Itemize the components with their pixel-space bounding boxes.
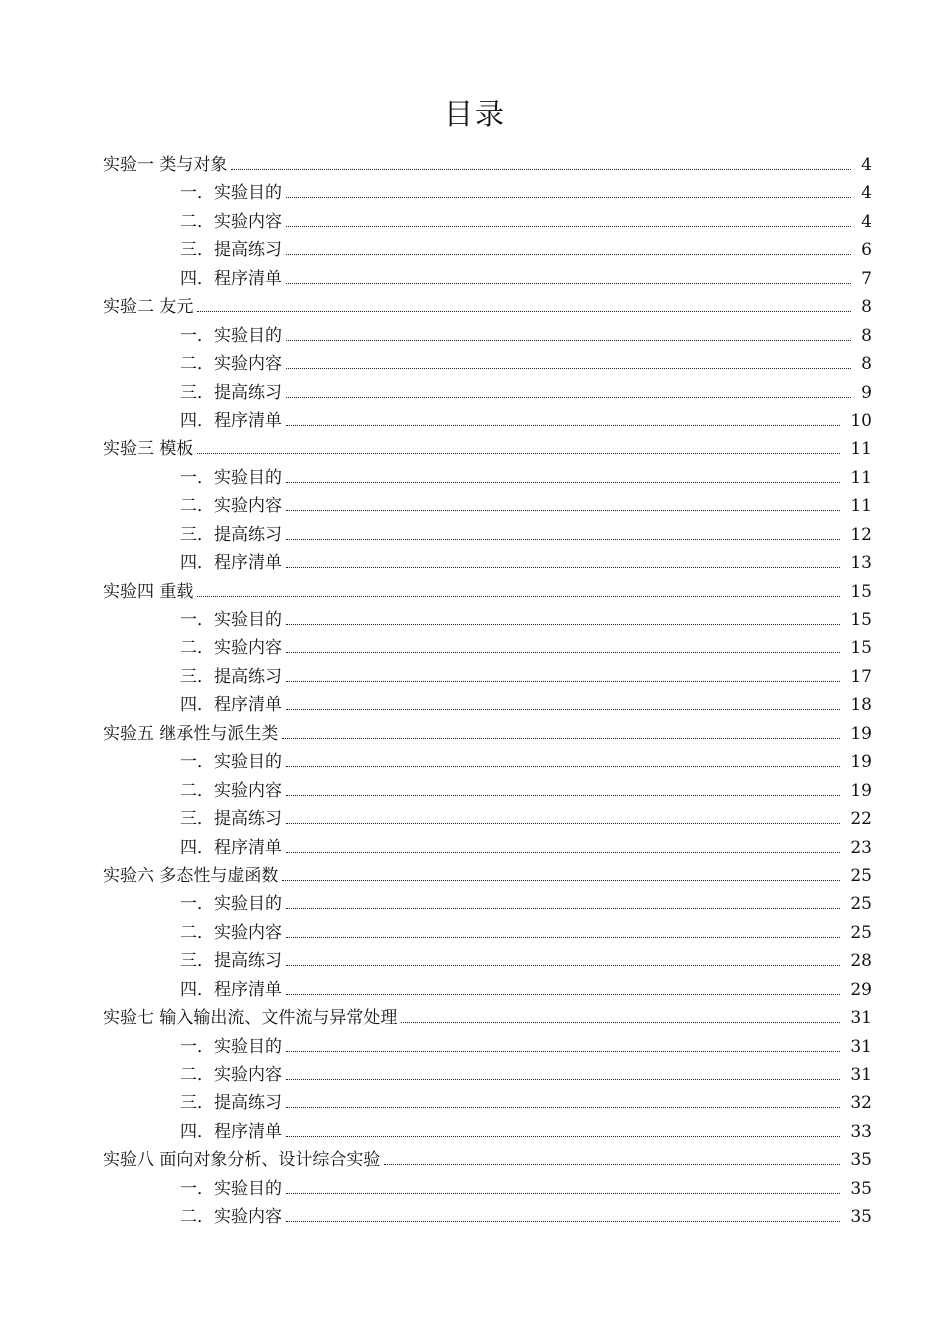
toc-chapter-entry[interactable] <box>0 578 950 606</box>
toc-section-entry[interactable] <box>0 663 950 691</box>
toc-entry-title: 四．程序清单 <box>180 553 282 574</box>
dot-leader <box>286 937 840 938</box>
dot-leader <box>286 368 851 369</box>
toc-entry-title: 二．实验内容 <box>180 496 282 517</box>
toc-page-number: 8 <box>861 297 872 318</box>
toc-chapter-entry[interactable] <box>0 1004 950 1032</box>
toc-entry-title: 四．程序清单 <box>180 1121 282 1142</box>
toc-page-number: 8 <box>861 354 872 375</box>
toc-entry-title: 二．实验内容 <box>180 1065 282 1085</box>
toc-section-entry[interactable] <box>0 549 950 577</box>
toc-section-entry[interactable] <box>0 834 950 862</box>
toc-chapter-entry[interactable] <box>0 720 950 748</box>
toc-page-number: 7 <box>861 268 872 289</box>
toc-section-entry[interactable] <box>0 1089 950 1117</box>
toc-entry-title: 一．实验目的 <box>180 610 282 630</box>
toc-section-entry[interactable] <box>0 1033 950 1061</box>
toc-entry-title: 实验六 多态性与虚函数 <box>103 865 279 886</box>
dot-leader <box>197 311 851 312</box>
toc-page-number: 17 <box>850 666 872 687</box>
toc-section-entry[interactable] <box>0 492 950 520</box>
toc-section-entry[interactable] <box>0 777 950 805</box>
toc-entry-title: 一．实验目的 <box>180 1178 282 1199</box>
dot-leader <box>286 652 840 653</box>
toc-page-number: 15 <box>850 581 872 602</box>
dot-leader <box>286 340 851 341</box>
toc-entry-title: 实验四 重载 <box>103 581 194 602</box>
dot-leader <box>286 852 840 853</box>
toc-page-number: 11 <box>850 439 872 460</box>
toc-page-number: 35 <box>850 1178 872 1199</box>
toc-entry-title: 二．实验内容 <box>180 922 282 943</box>
dot-leader <box>286 823 840 824</box>
toc-section-entry[interactable] <box>0 350 950 378</box>
toc-page-number: 15 <box>850 610 872 630</box>
dot-leader <box>401 1022 840 1023</box>
toc-page-number: 32 <box>850 1093 872 1114</box>
toc-chapter-entry[interactable] <box>0 151 950 179</box>
toc-page-number: 4 <box>861 183 872 204</box>
toc-page-number: 23 <box>850 837 872 858</box>
toc-section-entry[interactable] <box>0 976 950 1004</box>
dot-leader <box>286 567 840 568</box>
toc-section-entry[interactable] <box>0 464 950 492</box>
toc-chapter-entry[interactable] <box>0 293 950 321</box>
dot-leader <box>286 709 840 710</box>
toc-page-number: 8 <box>861 325 872 346</box>
toc-page-number: 31 <box>850 1036 872 1057</box>
toc-section-entry[interactable] <box>0 919 950 947</box>
toc-section-entry[interactable] <box>0 1118 950 1146</box>
dot-leader <box>286 510 840 511</box>
toc-entry-title: 实验七 输入输出流、文件流与异常处理 <box>103 1008 398 1029</box>
dot-leader <box>286 1079 840 1080</box>
toc-entry-title: 一．实验目的 <box>180 325 282 346</box>
toc-section-entry[interactable] <box>0 1061 950 1089</box>
toc-entry-title: 二．实验内容 <box>180 354 282 375</box>
toc-section-entry[interactable] <box>0 947 950 975</box>
dot-leader <box>286 795 840 796</box>
toc-page-number: 31 <box>850 1008 872 1029</box>
toc-entry-title: 四．程序清单 <box>180 268 282 289</box>
dot-leader <box>286 539 840 540</box>
toc-page-number: 19 <box>850 723 872 744</box>
toc-entry-title: 二．实验内容 <box>180 780 282 801</box>
toc-section-entry[interactable] <box>0 691 950 719</box>
dot-leader <box>286 1107 840 1108</box>
dot-leader <box>286 994 840 995</box>
toc-section-entry[interactable] <box>0 748 950 776</box>
dot-leader <box>282 738 840 739</box>
toc-page-number: 6 <box>861 240 872 261</box>
toc-page-number: 19 <box>850 780 872 801</box>
dot-leader <box>286 283 851 284</box>
toc-entry-title: 一．实验目的 <box>180 894 282 915</box>
toc-page-number: 11 <box>850 496 872 517</box>
toc-entry-title: 实验二 友元 <box>103 297 194 318</box>
toc-section-entry[interactable] <box>0 890 950 918</box>
toc-section-entry[interactable] <box>0 606 950 634</box>
dot-leader <box>286 397 851 398</box>
dot-leader <box>286 1221 840 1222</box>
dot-leader <box>286 681 840 682</box>
dot-leader <box>286 766 840 767</box>
toc-entry-title: 二．实验内容 <box>180 211 282 232</box>
toc-section-entry[interactable] <box>0 805 950 833</box>
toc-page-number: 15 <box>850 638 872 659</box>
dot-leader <box>286 1193 840 1194</box>
toc-entry-title: 四．程序清单 <box>180 979 282 1000</box>
toc-entry-title: 一．实验目的 <box>180 1036 282 1057</box>
toc-page-number: 19 <box>850 752 872 773</box>
toc-chapter-entry[interactable] <box>0 435 950 463</box>
toc-chapter-entry[interactable] <box>0 862 950 890</box>
toc-section-entry[interactable] <box>0 1175 950 1203</box>
toc-page-number: 28 <box>850 951 872 972</box>
toc-entry-title: 实验五 继承性与派生类 <box>103 723 279 744</box>
toc-entry-title: 三．提高练习 <box>180 809 282 830</box>
toc-chapter-entry[interactable] <box>0 1146 950 1174</box>
toc-section-entry[interactable] <box>0 407 950 435</box>
toc-entry-title: 三．提高练习 <box>180 524 282 545</box>
toc-page-number: 31 <box>850 1065 872 1085</box>
toc-page-number: 33 <box>850 1121 872 1142</box>
toc-entry-title: 实验三 模板 <box>103 439 194 460</box>
toc-page-number: 29 <box>850 979 872 1000</box>
dot-leader <box>282 880 840 881</box>
toc-section-entry[interactable] <box>0 634 950 662</box>
toc-entry-title: 三．提高练习 <box>180 382 282 403</box>
toc-entry-title: 三．提高练习 <box>180 666 282 687</box>
toc-section-entry[interactable] <box>0 322 950 350</box>
toc-entry-title: 一．实验目的 <box>180 467 282 488</box>
toc-section-entry[interactable] <box>0 265 950 293</box>
page-title: 目录 <box>443 97 506 131</box>
toc-page-number: 35 <box>850 1150 872 1171</box>
toc-section-entry[interactable] <box>0 179 950 207</box>
toc-page-number: 25 <box>850 865 872 886</box>
toc-entry-title: 实验八 面向对象分析、设计综合实验 <box>103 1150 381 1171</box>
dot-leader <box>197 596 840 597</box>
dot-leader <box>286 254 851 255</box>
dot-leader <box>286 197 851 198</box>
toc-section-entry[interactable] <box>0 1203 950 1231</box>
toc-entry-title: 二．实验内容 <box>180 638 282 659</box>
toc-entry-title: 三．提高练习 <box>180 951 282 972</box>
toc-page-number: 22 <box>850 809 872 830</box>
toc-page-number: 9 <box>861 382 872 403</box>
table-of-contents <box>0 151 950 1232</box>
toc-entry-title: 四．程序清单 <box>180 410 282 431</box>
toc-entry-title: 一．实验目的 <box>180 183 282 204</box>
toc-entry-title: 四．程序清单 <box>180 837 282 858</box>
dot-leader <box>384 1164 840 1165</box>
toc-section-entry[interactable] <box>0 521 950 549</box>
toc-page-number: 25 <box>850 922 872 943</box>
toc-page-number: 18 <box>850 695 872 716</box>
toc-section-entry[interactable] <box>0 208 950 236</box>
dot-leader <box>197 453 840 454</box>
toc-page-number: 11 <box>850 467 872 488</box>
toc-entry-title: 一．实验目的 <box>180 752 282 773</box>
dot-leader <box>286 1136 840 1137</box>
toc-entry-title: 二．实验内容 <box>180 1207 282 1228</box>
dot-leader <box>286 624 840 625</box>
toc-entry-title: 四．程序清单 <box>180 695 282 716</box>
dot-leader <box>286 1051 840 1052</box>
toc-page-number: 4 <box>861 155 872 175</box>
dot-leader <box>286 425 840 426</box>
dot-leader <box>286 908 840 909</box>
toc-page-number: 13 <box>850 553 872 574</box>
toc-page-number: 35 <box>850 1207 872 1228</box>
toc-page-number: 25 <box>850 894 872 915</box>
toc-section-entry[interactable] <box>0 236 950 264</box>
dot-leader <box>286 482 840 483</box>
dot-leader <box>286 226 851 227</box>
toc-entry-title: 三．提高练习 <box>180 240 282 261</box>
toc-section-entry[interactable] <box>0 379 950 407</box>
dot-leader <box>231 169 851 170</box>
toc-page-number: 12 <box>850 524 872 545</box>
toc-entry-title: 实验一 类与对象 <box>103 155 228 175</box>
dot-leader <box>286 965 840 966</box>
toc-page-number: 10 <box>850 410 872 431</box>
toc-entry-title: 三．提高练习 <box>180 1093 282 1114</box>
toc-page-number: 4 <box>861 211 872 232</box>
